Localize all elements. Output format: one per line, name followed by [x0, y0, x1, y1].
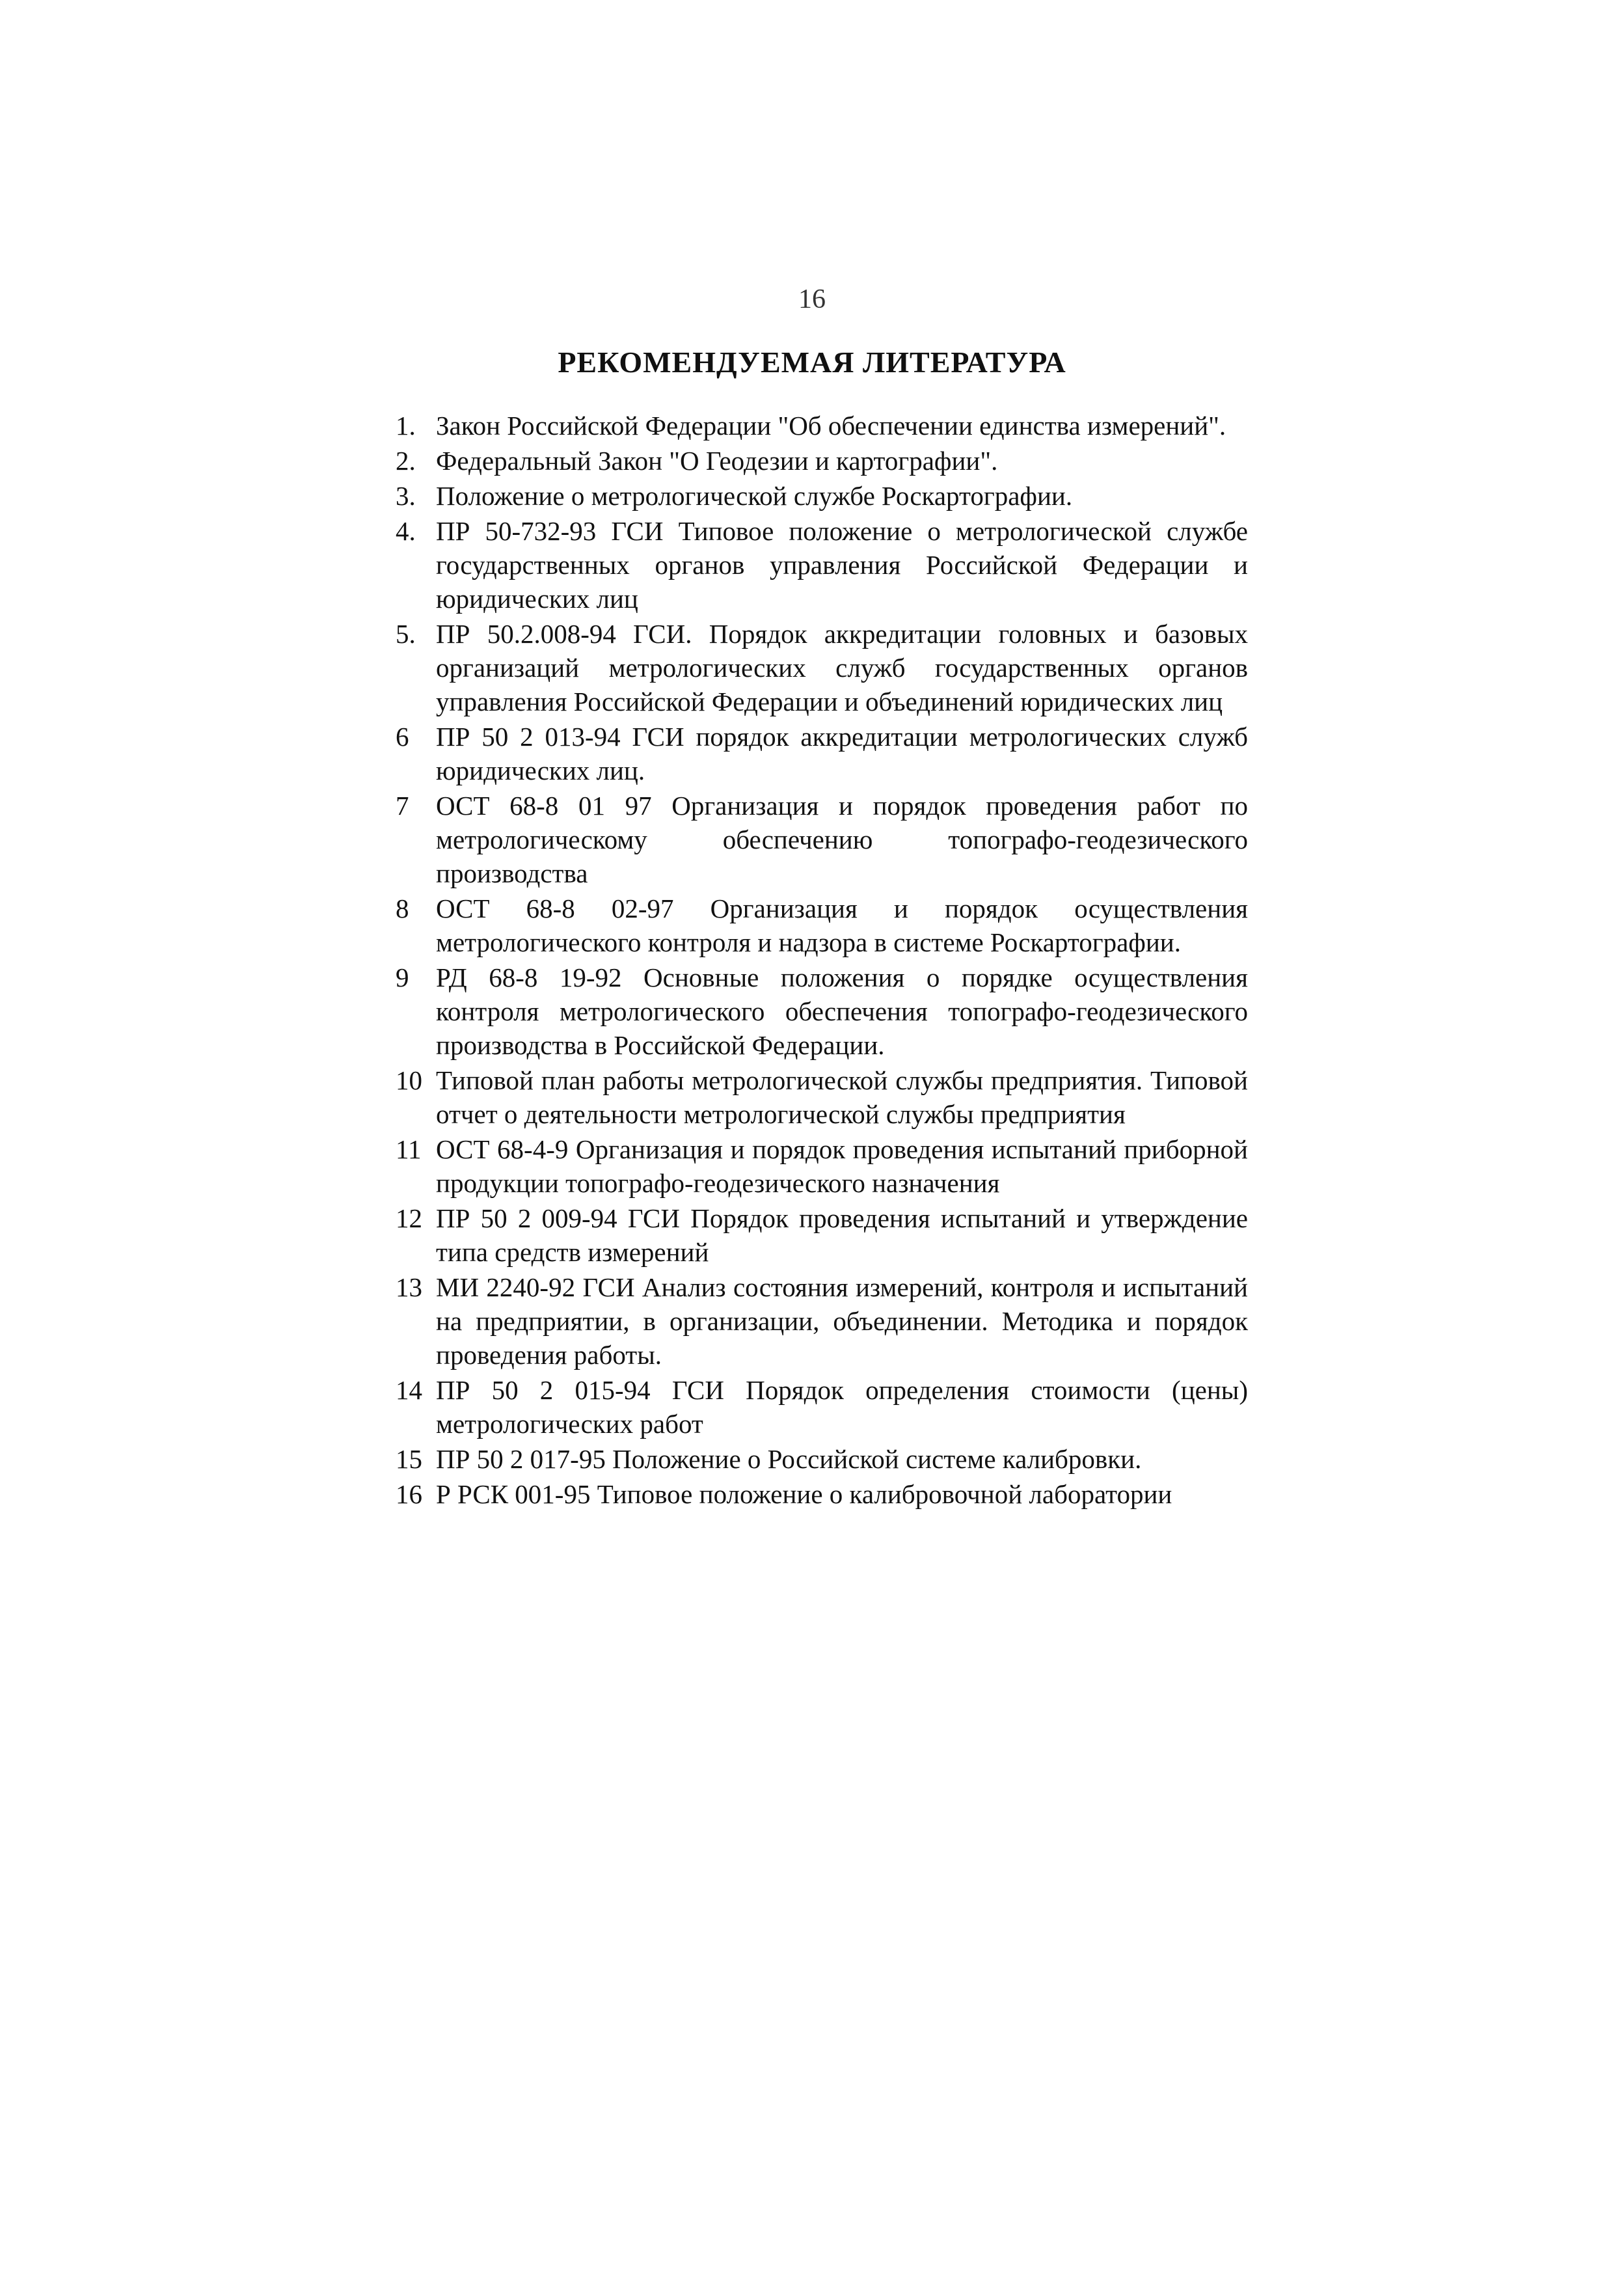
item-text: ПР 50 2 013-94 ГСИ порядок аккредитации метрологических служб юридических лиц.: [436, 722, 1248, 785]
item-number: 3.: [396, 481, 416, 511]
item-number: 10: [396, 1065, 422, 1095]
list-item: [396, 1477, 1248, 1511]
item-text: ПР 50.2.008-94 ГСИ. Порядок аккредитации головных и базовых организаций метрологических служб государственных органов управления Российской Федерации и объединений юридических лиц: [436, 619, 1248, 716]
item-number: 8: [396, 893, 409, 923]
item-text: ПР 50 2 009-94 ГСИ Порядок проведения испытаний и утверждение типа средств измерений: [436, 1203, 1248, 1267]
item-number: 12: [396, 1203, 422, 1233]
item-number: 13: [396, 1272, 422, 1302]
item-text: РД 68-8 19-92 Основные положения о порядке осуществления контроля метрологического обеспечения топографо-геодезического производства в Российской Федерации.: [436, 962, 1248, 1060]
list-item: [396, 1442, 1248, 1476]
item-number: 16: [396, 1479, 422, 1509]
list-item: [396, 1063, 1248, 1131]
list-item: [396, 409, 1248, 443]
item-number: 4.: [396, 516, 416, 546]
item-number: 14: [396, 1375, 422, 1405]
item-number: 11: [396, 1134, 422, 1164]
list-item: [396, 1373, 1248, 1441]
list-item: [396, 1201, 1248, 1269]
item-text: Положение о метрологической службе Роскартографии.: [436, 481, 1073, 511]
list-item: [396, 617, 1248, 718]
item-text: ОСТ 68-8 02-97 Организация и порядок осуществления метрологического контроля и надзора в системе Роскартографии.: [436, 893, 1248, 957]
page-title: РЕКОМЕНДУЕМАЯ ЛИТЕРАТУРА: [558, 346, 1066, 379]
item-number: 9: [396, 962, 409, 992]
item-text: Р РСК 001-95 Типовое положение о калибровочной лаборатории: [436, 1479, 1172, 1509]
item-text: ОСТ 68-8 01 97 Организация и порядок проведения работ по метрологическому обеспечению топографо-геодезического производства: [436, 791, 1248, 888]
item-number: 5.: [396, 619, 416, 649]
list-item: [396, 789, 1248, 890]
item-text: ПР 50-732-93 ГСИ Типовое положение о метрологической службе государственных органов управления Российской Федерации и юридических лиц: [436, 516, 1248, 614]
list-item: [396, 961, 1248, 1062]
item-text: ПР 50 2 015-94 ГСИ Порядок определения стоимости (цены) метрологических работ: [436, 1375, 1248, 1439]
item-text: Типовой план работы метрологической службы предприятия. Типовой отчет о деятельности метрологической службы предприятия: [436, 1065, 1248, 1129]
list-item: [396, 892, 1248, 959]
reference-list: [396, 409, 1248, 1512]
list-item: [396, 1132, 1248, 1200]
item-text: Закон Российской Федерации "Об обеспечении единства измерений".: [436, 411, 1226, 441]
page-number: 16: [798, 284, 826, 314]
item-text: ОСТ 68-4-9 Организация и порядок проведения испытаний приборной продукции топографо-геодезического назначения: [436, 1134, 1248, 1198]
item-text: Федеральный Закон "О Геодезии и картографии".: [436, 446, 998, 476]
item-number: 2.: [396, 446, 416, 476]
item-text: МИ 2240-92 ГСИ Анализ состояния измерений, контроля и испытаний на предприятии, в организации, объединении. Методика и порядок проведения работы.: [436, 1272, 1248, 1370]
item-number: 15: [396, 1444, 422, 1474]
list-item: [396, 514, 1248, 616]
item-number: 1.: [396, 411, 416, 441]
item-number: 6: [396, 722, 409, 752]
list-item: [396, 444, 1248, 478]
item-text: ПР 50 2 017-95 Положение о Российской системе калибровки.: [436, 1444, 1142, 1474]
list-item: [396, 479, 1248, 513]
list-item: [396, 720, 1248, 787]
list-item: [396, 1270, 1248, 1372]
item-number: 7: [396, 791, 409, 821]
